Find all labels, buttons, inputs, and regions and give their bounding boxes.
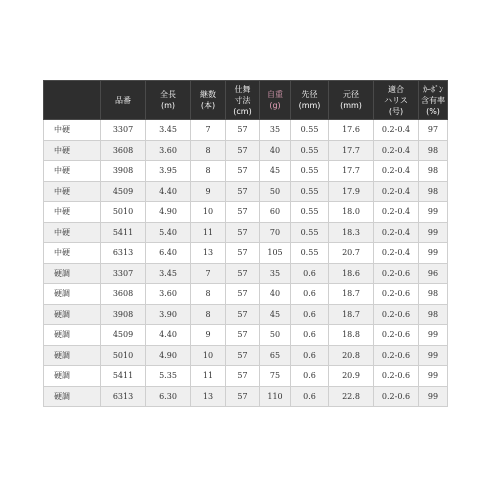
cell-closed-length: 57	[226, 386, 260, 407]
cell-model: 5411	[101, 366, 146, 387]
cell-sections: 10	[191, 202, 226, 223]
cell-length: 3.60	[146, 140, 191, 161]
cell-type: 中硬	[44, 120, 101, 141]
cell-type: 硬調	[44, 366, 101, 387]
table-row	[44, 325, 448, 346]
cell-closed-length: 57	[226, 304, 260, 325]
cell-model: 3608	[101, 284, 146, 305]
cell-base-diameter: 18.3	[329, 222, 374, 243]
cell-line-size: 0.2-0.6	[374, 345, 419, 366]
cell-carbon-content: 99	[419, 386, 448, 407]
cell-type: 中硬	[44, 140, 101, 161]
cell-base-diameter: 20.7	[329, 243, 374, 264]
table-row	[44, 284, 448, 305]
cell-carbon-content: 99	[419, 366, 448, 387]
cell-base-diameter: 17.7	[329, 161, 374, 182]
cell-base-diameter: 17.7	[329, 140, 374, 161]
cell-model: 4509	[101, 325, 146, 346]
table-row	[44, 140, 448, 161]
cell-length: 5.40	[146, 222, 191, 243]
cell-line-size: 0.2-0.6	[374, 304, 419, 325]
cell-weight: 40	[260, 284, 291, 305]
cell-carbon-content: 99	[419, 325, 448, 346]
cell-tip-diameter: 0.6	[291, 386, 329, 407]
cell-base-diameter: 18.7	[329, 284, 374, 305]
cell-tip-diameter: 0.6	[291, 304, 329, 325]
cell-type: 硬調	[44, 345, 101, 366]
cell-closed-length: 57	[226, 366, 260, 387]
spec-table	[43, 80, 448, 407]
cell-tip-diameter: 0.55	[291, 202, 329, 223]
cell-tip-diameter: 0.6	[291, 284, 329, 305]
cell-length: 4.90	[146, 202, 191, 223]
cell-weight: 65	[260, 345, 291, 366]
cell-closed-length: 57	[226, 345, 260, 366]
cell-closed-length: 57	[226, 263, 260, 284]
table-header	[44, 81, 448, 120]
cell-closed-length: 57	[226, 181, 260, 202]
cell-carbon-content: 97	[419, 120, 448, 141]
header-weight: 自重 (g)	[260, 81, 291, 120]
cell-length: 4.90	[146, 345, 191, 366]
cell-sections: 8	[191, 161, 226, 182]
cell-tip-diameter: 0.55	[291, 222, 329, 243]
cell-carbon-content: 98	[419, 181, 448, 202]
cell-carbon-content: 99	[419, 222, 448, 243]
cell-sections: 10	[191, 345, 226, 366]
cell-model: 5010	[101, 345, 146, 366]
cell-line-size: 0.2-0.4	[374, 140, 419, 161]
cell-line-size: 0.2-0.4	[374, 181, 419, 202]
cell-model: 3608	[101, 140, 146, 161]
cell-model: 4509	[101, 181, 146, 202]
cell-carbon-content: 98	[419, 304, 448, 325]
cell-line-size: 0.2-0.6	[374, 263, 419, 284]
cell-base-diameter: 18.7	[329, 304, 374, 325]
cell-carbon-content: 96	[419, 263, 448, 284]
header-type	[44, 81, 101, 120]
cell-sections: 8	[191, 140, 226, 161]
cell-base-diameter: 18.0	[329, 202, 374, 223]
cell-type: 中硬	[44, 243, 101, 264]
cell-type: 硬調	[44, 263, 101, 284]
cell-weight: 45	[260, 161, 291, 182]
cell-line-size: 0.2-0.6	[374, 366, 419, 387]
cell-closed-length: 57	[226, 284, 260, 305]
cell-model: 5010	[101, 202, 146, 223]
cell-carbon-content: 99	[419, 202, 448, 223]
cell-type: 硬調	[44, 325, 101, 346]
table-row	[44, 366, 448, 387]
header-tip-diameter: 先径 (mm)	[291, 81, 329, 120]
cell-sections: 7	[191, 263, 226, 284]
cell-tip-diameter: 0.55	[291, 243, 329, 264]
cell-length: 3.45	[146, 120, 191, 141]
cell-line-size: 0.2-0.4	[374, 243, 419, 264]
cell-sections: 8	[191, 284, 226, 305]
cell-closed-length: 57	[226, 325, 260, 346]
cell-model: 3908	[101, 161, 146, 182]
cell-length: 6.30	[146, 386, 191, 407]
cell-length: 3.60	[146, 284, 191, 305]
table-row	[44, 161, 448, 182]
cell-weight: 70	[260, 222, 291, 243]
cell-tip-diameter: 0.55	[291, 181, 329, 202]
cell-closed-length: 57	[226, 120, 260, 141]
cell-weight: 60	[260, 202, 291, 223]
cell-line-size: 0.2-0.4	[374, 222, 419, 243]
cell-sections: 7	[191, 120, 226, 141]
table-row	[44, 345, 448, 366]
header-closed-length: 仕舞 寸法 (cm)	[226, 81, 260, 120]
cell-tip-diameter: 0.6	[291, 325, 329, 346]
cell-sections: 9	[191, 325, 226, 346]
cell-model: 3307	[101, 263, 146, 284]
table-body	[44, 120, 448, 407]
cell-carbon-content: 99	[419, 243, 448, 264]
table-row	[44, 243, 448, 264]
cell-tip-diameter: 0.6	[291, 366, 329, 387]
cell-type: 中硬	[44, 202, 101, 223]
cell-length: 3.45	[146, 263, 191, 284]
cell-sections: 11	[191, 222, 226, 243]
table-row	[44, 202, 448, 223]
cell-base-diameter: 17.9	[329, 181, 374, 202]
cell-weight: 35	[260, 263, 291, 284]
cell-model: 5411	[101, 222, 146, 243]
cell-weight: 35	[260, 120, 291, 141]
cell-weight: 40	[260, 140, 291, 161]
table-row	[44, 263, 448, 284]
cell-line-size: 0.2-0.4	[374, 202, 419, 223]
cell-type: 中硬	[44, 181, 101, 202]
cell-sections: 8	[191, 304, 226, 325]
header-line-size: 適合 ハリス (号)	[374, 81, 419, 120]
cell-type: 中硬	[44, 161, 101, 182]
cell-model: 6313	[101, 386, 146, 407]
cell-type: 中硬	[44, 222, 101, 243]
cell-base-diameter: 20.8	[329, 345, 374, 366]
cell-base-diameter: 17.6	[329, 120, 374, 141]
cell-sections: 13	[191, 243, 226, 264]
header-row	[44, 81, 448, 120]
table-row	[44, 386, 448, 407]
cell-tip-diameter: 0.55	[291, 161, 329, 182]
cell-sections: 11	[191, 366, 226, 387]
cell-length: 4.40	[146, 181, 191, 202]
cell-line-size: 0.2-0.6	[374, 325, 419, 346]
header-carbon-content: ｶｰﾎﾞﾝ 含有率 (%)	[419, 81, 448, 120]
cell-model: 3307	[101, 120, 146, 141]
cell-base-diameter: 18.8	[329, 325, 374, 346]
cell-carbon-content: 98	[419, 140, 448, 161]
cell-length: 3.90	[146, 304, 191, 325]
cell-model: 6313	[101, 243, 146, 264]
cell-base-diameter: 22.8	[329, 386, 374, 407]
table-row	[44, 120, 448, 141]
table-row	[44, 181, 448, 202]
cell-tip-diameter: 0.6	[291, 345, 329, 366]
cell-closed-length: 57	[226, 161, 260, 182]
cell-length: 4.40	[146, 325, 191, 346]
cell-weight: 50	[260, 325, 291, 346]
cell-weight: 75	[260, 366, 291, 387]
cell-length: 3.95	[146, 161, 191, 182]
cell-line-size: 0.2-0.6	[374, 284, 419, 305]
cell-closed-length: 57	[226, 202, 260, 223]
cell-length: 6.40	[146, 243, 191, 264]
cell-carbon-content: 98	[419, 284, 448, 305]
table-row	[44, 222, 448, 243]
cell-line-size: 0.2-0.6	[374, 386, 419, 407]
header-base-diameter: 元径 (mm)	[329, 81, 374, 120]
cell-weight: 45	[260, 304, 291, 325]
table-row	[44, 304, 448, 325]
cell-closed-length: 57	[226, 140, 260, 161]
cell-tip-diameter: 0.55	[291, 120, 329, 141]
header-model: 品番	[101, 81, 146, 120]
header-length: 全長 (m)	[146, 81, 191, 120]
cell-sections: 9	[191, 181, 226, 202]
header-sections: 継数 (本)	[191, 81, 226, 120]
cell-tip-diameter: 0.55	[291, 140, 329, 161]
cell-type: 硬調	[44, 284, 101, 305]
cell-base-diameter: 20.9	[329, 366, 374, 387]
cell-closed-length: 57	[226, 222, 260, 243]
cell-tip-diameter: 0.6	[291, 263, 329, 284]
cell-model: 3908	[101, 304, 146, 325]
cell-weight: 105	[260, 243, 291, 264]
cell-weight: 110	[260, 386, 291, 407]
cell-carbon-content: 99	[419, 345, 448, 366]
cell-type: 硬調	[44, 304, 101, 325]
cell-carbon-content: 98	[419, 161, 448, 182]
cell-closed-length: 57	[226, 243, 260, 264]
cell-length: 5.35	[146, 366, 191, 387]
cell-type: 硬調	[44, 386, 101, 407]
cell-line-size: 0.2-0.4	[374, 161, 419, 182]
cell-line-size: 0.2-0.4	[374, 120, 419, 141]
cell-base-diameter: 18.6	[329, 263, 374, 284]
cell-sections: 13	[191, 386, 226, 407]
cell-weight: 50	[260, 181, 291, 202]
